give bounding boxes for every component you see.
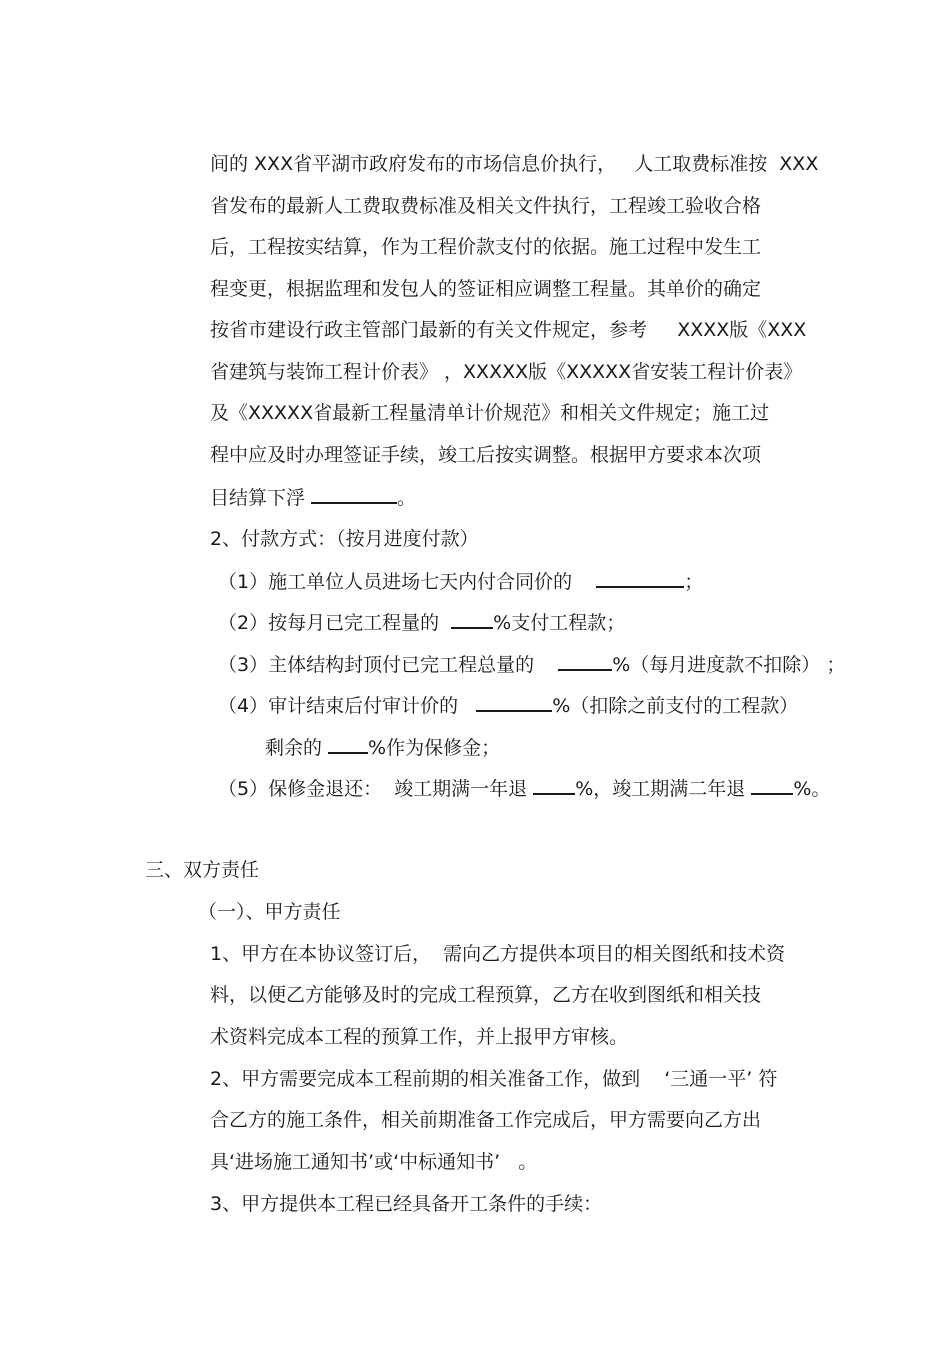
para1-line-4: 程变更，根据监理和发包人的签证相应调整工程量。其单价的确定 — [210, 278, 762, 300]
payment-item-1-text: （1）施工单位人员进场七天内付合同价的 — [218, 571, 597, 593]
payment-item-5-end: %。 — [793, 778, 831, 800]
payment-item-5-text: （5）保修金退还： 竣工期满一年退 — [218, 778, 534, 800]
para1-line-8: 程中应及时办理签证手续，竣工后按实调整。根据甲方要求本次项 — [210, 444, 762, 466]
para1-line-6: 省建筑与装饰工程计价表》 ，XXXXX版《XXXXX省安装工程计价表》 — [210, 361, 803, 383]
payment-item-2-text: （2）按每月已完工程量的 — [218, 612, 452, 634]
payment-item-2-end: %支付工程款； — [493, 612, 626, 634]
s3-p1-line-3: 术资料完成本工程的预算工作，并上报甲方审核。 — [210, 1026, 629, 1048]
payment-item-4-blank[interactable] — [476, 692, 552, 712]
s3-p2-line-3: 具‘进场施工通知书’或‘中标通知书’ 。 — [210, 1151, 538, 1173]
payment-item-3 — [218, 651, 845, 677]
payment-item-4b-end: %作为保修金； — [368, 737, 501, 759]
para1-line-7: 及《XXXXX省最新工程量清单计价规范》和相关文件规定；施工过 — [210, 402, 770, 424]
payment-item-5-blank-1[interactable] — [533, 775, 575, 795]
s3-p1-line-2: 料，以便乙方能够及时的完成工程预算，乙方在收到图纸和相关技 — [210, 984, 762, 1006]
para1-last-end: 。 — [397, 487, 417, 509]
payment-item-3-text: （3）主体结构封顶付已完工程总量的 — [218, 654, 559, 676]
para1-line-1: 间的 XXX省平湖市政府发布的市场信息价执行， 人工取费标准按 XXX — [210, 153, 819, 175]
payment-item-4-end: %（扣除之前支付的工程款） — [552, 695, 799, 717]
para1-line-2: 省发布的最新人工费取费标准及相关文件执行，工程竣工验收合格 — [210, 195, 762, 217]
para1-last-text: 目结算下浮 — [210, 487, 312, 509]
payment-item-1-end: ； — [684, 571, 704, 593]
s3-p3-line-1: 3、甲方提供本工程已经具备开工条件的手续： — [210, 1193, 603, 1215]
payment-item-4b — [265, 734, 500, 760]
payment-item-5-middle: %，竣工期满二年退 — [575, 778, 752, 800]
payment-item-2 — [218, 609, 625, 635]
discount-blank[interactable] — [311, 484, 397, 504]
para1-line-5: 按省市建设行政主管部门最新的有关文件规定，参考 XXXX版《XXX — [210, 319, 807, 341]
payment-item-3-blank[interactable] — [558, 651, 612, 671]
payment-item-3-end: %（每月进度款不扣除） ； — [612, 654, 846, 676]
para1-line-9 — [210, 484, 416, 510]
payment-item-4 — [218, 692, 798, 718]
payment-item-1 — [218, 568, 703, 594]
section-3-sub-1: （一）、甲方责任 — [198, 901, 341, 923]
payment-item-1-blank[interactable] — [596, 568, 684, 588]
s3-p1-line-1: 1、甲方在本协议签订后， 需向乙方提供本项目的相关图纸和技术资 — [210, 943, 786, 965]
payment-item-4-text: （4）审计结束后付审计价的 — [218, 695, 477, 717]
payment-item-4b-text: 剩余的 — [265, 737, 329, 759]
payment-heading: 2、付款方式：（按月进度付款） — [210, 528, 479, 550]
payment-item-2-blank[interactable] — [451, 609, 493, 629]
payment-item-5-blank-2[interactable] — [751, 775, 793, 795]
s3-p2-line-1: 2、甲方需要完成本工程前期的相关准备工作，做到 ‘三通一平’ 符 — [210, 1068, 778, 1090]
payment-item-5 — [218, 775, 830, 801]
section-3-heading: 三、双方责任 — [145, 859, 260, 881]
para1-line-3: 后，工程按实结算，作为工程价款支付的依据。施工过程中发生工 — [210, 236, 762, 258]
s3-p2-line-2: 合乙方的施工条件，相关前期准备工作完成后，甲方需要向乙方出 — [210, 1109, 762, 1131]
payment-item-4b-blank[interactable] — [328, 734, 368, 754]
